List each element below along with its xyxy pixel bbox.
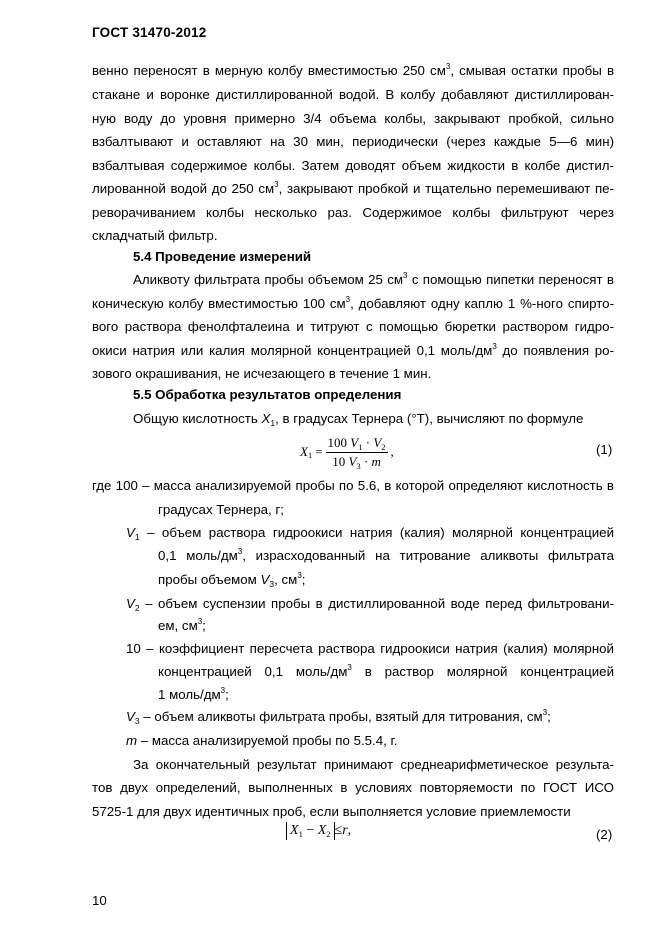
section-heading-5-5: 5.5 Обработка результатов определения xyxy=(133,387,402,402)
text-line: зового окрашивания, не исчезающего в течение 1 мин. xyxy=(92,366,432,381)
formula-2-number: (2) xyxy=(596,827,613,842)
definition-v2: $V_2$ – объем суспензии пробы в дистиллированной воде перед фильтровани- xyxy=(126,596,614,613)
text-line: 5725-1 для двух идентичных проб, если выполняется условие приемлемости xyxy=(92,804,571,819)
text-line: взбалтывая содержимое колбы. Затем доводят объем жидкости в колбе дистил- xyxy=(92,158,614,173)
text-line: венно переносят в мерную колбу вместимостью 250 $см^3$, смывая остатки пробы в xyxy=(92,62,615,78)
document-header: ГОСТ 31470-2012 xyxy=(92,25,207,40)
text-line: Аликвоту фильтрата пробы объемом 25 $см^3$ с помощью пипетки переносят в xyxy=(133,271,614,287)
text-line: коническую колбу вместимостью 100 $см^3$, добавляют одну каплю 1 %-ного спирто- xyxy=(92,295,614,311)
formula-1-number: (1) xyxy=(596,442,613,457)
text-line: градусах Тернера, г; xyxy=(158,502,284,517)
definition-100: где 100 – масса анализируемой пробы по 5.6, в которой определяют кислотность в xyxy=(92,478,614,493)
definition-m: m – масса анализируемой пробы по 5.5.4, г. xyxy=(126,733,398,748)
text-line: 1 моль/$дм^3$; xyxy=(158,686,229,702)
text-line: окиси натрия или калия молярной концентрацией 0,1 моль/$дм^3$ до появления ро- xyxy=(92,342,614,358)
text-line: 0,1 моль/$дм^3$, израсходованный на титрование аликвоты фильтрата xyxy=(158,547,614,563)
text-line: ем, $см^3$; xyxy=(158,617,206,633)
text-line: ную воду до уровня примерно 3/4 объема колбы, закрывают пробкой, сильно xyxy=(92,111,614,126)
page-number: 10 xyxy=(92,893,107,908)
formula-1: X $_1$ = $\frac{100 V_1 \cdot V_2}{10 V_3 \cdot m}$ , xyxy=(300,434,394,471)
text-line: реворачиванием колбы несколько раз. Содержимое колбы фильтруют через xyxy=(92,205,614,220)
absolute-value: $X_1 - X_2$ xyxy=(286,822,335,840)
definition-10: 10 – коэффициент пересчета раствора гидроокиси натрия (калия) молярной xyxy=(126,641,614,656)
text-line: складчатый фильтр. xyxy=(92,228,218,243)
text-line: вого раствора фенолфталеина и титруют с помощью бюретки раствором гидро- xyxy=(92,319,614,334)
text-line: лированной водой до 250 $см^3$, закрывают пробкой и тщательно перемешивают пе- xyxy=(92,180,614,196)
text-line: стакане и воронке дистиллированной водой. В колбу добавляют дистиллирован- xyxy=(92,87,614,102)
text-line: За окончательный результат принимают среднеарифметическое результа- xyxy=(133,757,614,772)
definition-v3: $V_3$ – объем аликвоты фильтрата пробы, взятый для титрования, $см^3$; xyxy=(126,708,551,726)
formula-intro: Общую кислотность $X_1$, в градусах Тернера (°Т), вычисляют по формуле xyxy=(133,411,584,428)
text-line: пробы объемом $V_3$, $см^3$; xyxy=(158,571,306,589)
definition-v1: $V_1$ – объем раствора гидроокиси натрия (калия) молярной концентрацией xyxy=(126,525,614,542)
text-line: тов двух определений, выполненных в условиях повторяемости по ГОСТ ИСО xyxy=(92,780,614,795)
text-line: взбалтывают и оставляют на 30 мин, периодически (через каждые 5—6 мин) xyxy=(92,134,614,149)
text-line: концентрацией 0,1 моль/$дм^3$ в раствор молярной концентрацией xyxy=(158,663,614,679)
formula-1-fraction: $\frac{100 V_1 \cdot V_2}{10 V_3 \cdot m}$ xyxy=(327,434,386,471)
section-heading-5-4: 5.4 Проведение измерений xyxy=(133,249,312,264)
formula-2: $X_1 - X_2$ ≤ r , xyxy=(286,822,351,840)
